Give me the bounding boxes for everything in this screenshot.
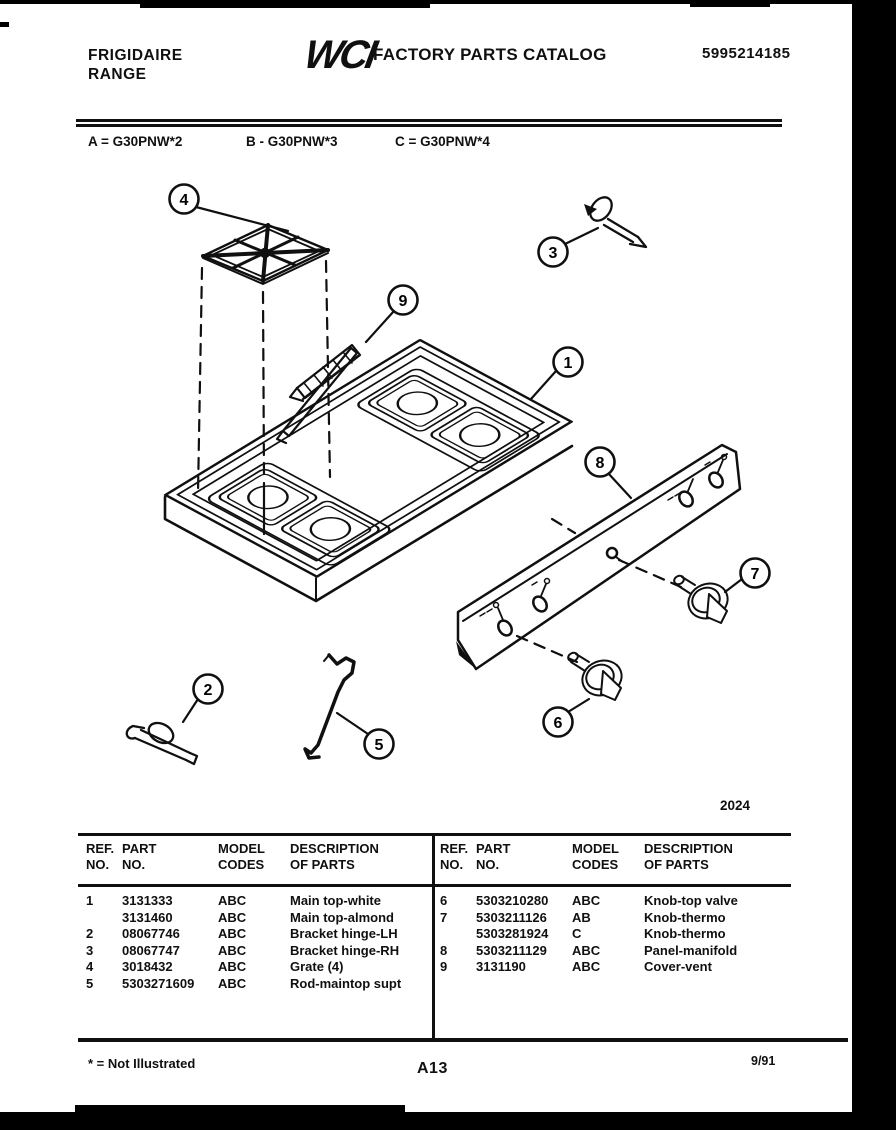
cell-desc: Knob-thermo: [644, 926, 726, 942]
col-desc: [644, 841, 788, 873]
col-ref-l1: REF.: [86, 841, 115, 856]
cell-model: ABC: [218, 926, 247, 942]
cell-part: 3131333: [122, 893, 173, 908]
callout-6: 6: [553, 715, 563, 732]
callout-8: 8: [595, 455, 605, 472]
scan-speck-left: [0, 22, 9, 27]
cell-model: ABC: [218, 893, 247, 908]
model-a: A = G30PNW*2: [88, 134, 183, 149]
model-b: B - G30PNW*3: [246, 134, 338, 149]
cell-ref: 4: [86, 959, 94, 975]
col-model: [218, 841, 290, 873]
header-rule-2: [76, 124, 782, 127]
col-part-l2: NO.: [122, 857, 146, 872]
brand-block: [88, 46, 183, 84]
knob-top-valve: [567, 651, 627, 701]
col-desc-l2: OF PARTS: [290, 857, 355, 872]
scan-edge-bottom-segment: [75, 1105, 405, 1115]
callout-7: 7: [750, 566, 760, 583]
catalog-title: FACTORY PARTS CATALOG: [373, 45, 607, 64]
col-desc-l2: OF PARTS: [644, 857, 709, 872]
col-ref-l1: REF.: [440, 841, 469, 856]
col-model-l1: MODEL: [218, 841, 265, 856]
scan-edge-top-segment: [690, 0, 770, 7]
cell-desc: Bracket hinge-LH: [290, 926, 398, 942]
cell-model: ABC: [218, 909, 247, 925]
cell-desc: Cover-vent: [644, 959, 712, 975]
model-c: C = G30PNW*4: [395, 134, 490, 149]
maintop-rear-trim: [277, 348, 357, 443]
cell-part: 3131460: [122, 909, 173, 925]
cell-part: 5303281924: [476, 926, 549, 942]
cell-part: 3018432: [122, 959, 173, 975]
cell-ref: [86, 910, 122, 927]
callout-5: 5: [374, 737, 384, 754]
col-part: [122, 841, 218, 873]
maintop-support-rod: [305, 655, 354, 758]
page-code: A13: [417, 1060, 448, 1077]
cell-ref: 1: [86, 893, 94, 908]
main-top: [165, 340, 572, 601]
cell-desc: Grate (4): [290, 959, 344, 975]
cell-ref: 6: [440, 893, 448, 908]
cell-model: C: [572, 926, 582, 942]
cell-part: 08067746: [122, 926, 180, 942]
cell-model: ABC: [218, 942, 247, 958]
callout-1: 1: [563, 355, 573, 372]
callout-4: 4: [179, 192, 189, 209]
cell-ref: 8: [440, 942, 448, 958]
col-part-l1: PART: [122, 841, 157, 856]
manifold-panel: [456, 445, 740, 669]
cell-ref: [440, 926, 476, 943]
col-part-l2: NO.: [476, 857, 500, 872]
knob-thermo: [673, 574, 733, 624]
cell-desc: Bracket hinge-RH: [290, 942, 400, 958]
wci-logo: WCI: [301, 33, 378, 77]
scan-edge-top-segment: [140, 0, 430, 8]
cell-desc: Main top-white: [290, 893, 381, 908]
cell-desc: Rod-maintop supt: [290, 975, 402, 991]
parts-diagram: [0, 150, 896, 810]
callout-2: 2: [203, 682, 213, 699]
brand-line1: FRIGIDAIRE: [88, 47, 183, 64]
cell-part: 5303211126: [476, 909, 547, 925]
callout-9: 9: [398, 293, 408, 310]
cell-model: AB: [572, 909, 591, 925]
right-table-header: [440, 841, 788, 873]
grate: [203, 225, 328, 284]
cell-ref: 9: [440, 959, 448, 975]
cell-model: ABC: [218, 975, 247, 991]
header-rule-1: [76, 119, 782, 122]
col-ref-l2: NO.: [86, 857, 110, 872]
catalog-number: 5995214185: [702, 45, 791, 62]
cell-part: 08067747: [122, 942, 180, 958]
col-ref-l2: NO.: [440, 857, 464, 872]
table-bottom-rule: [78, 1038, 848, 1042]
col-model-l2: CODES: [218, 857, 265, 872]
cell-ref: 3: [86, 942, 94, 958]
col-ref: [440, 841, 476, 873]
col-model-l1: MODEL: [572, 841, 619, 856]
cell-model: ABC: [572, 942, 601, 958]
cell-desc: Knob-thermo: [644, 909, 726, 925]
cell-part: 3131190: [476, 959, 526, 975]
col-model: [572, 841, 644, 873]
col-ref: [86, 841, 122, 873]
cell-desc: Knob-top valve: [644, 893, 738, 908]
cell-model: ABC: [572, 893, 601, 908]
cell-desc: Panel-manifold: [644, 942, 738, 958]
left-table-body: [86, 893, 432, 993]
col-part-l1: PART: [476, 841, 511, 856]
cell-part: 5303211129: [476, 942, 547, 958]
brand-line2: RANGE: [88, 66, 147, 83]
col-desc: [290, 841, 432, 873]
col-part: [476, 841, 572, 873]
callout-3: 3: [548, 245, 558, 262]
cell-model: ABC: [218, 959, 247, 975]
not-illustrated-note: * = Not Illustrated: [88, 1056, 196, 1071]
cell-ref: 5: [86, 975, 94, 991]
left-table-header: [86, 841, 432, 873]
cell-desc: Main top-almond: [290, 909, 394, 925]
footer-date: 9/91: [751, 1054, 776, 1068]
cell-part: 5303210280: [476, 893, 549, 908]
hinge-bracket-rh: [584, 193, 646, 247]
table-divider: [432, 833, 435, 1041]
cell-model: ABC: [572, 959, 601, 975]
col-model-l2: CODES: [572, 857, 619, 872]
cell-part: 5303271609: [122, 975, 195, 991]
right-table-body: [440, 893, 788, 976]
cell-ref: 2: [86, 926, 94, 942]
page-ref: 2024: [720, 798, 751, 813]
hinge-bracket-lh: [127, 719, 197, 764]
cell-ref: 7: [440, 909, 448, 925]
col-desc-l1: DESCRIPTION: [644, 841, 733, 856]
knob-alignment-lines: [517, 519, 681, 662]
col-desc-l1: DESCRIPTION: [290, 841, 379, 856]
